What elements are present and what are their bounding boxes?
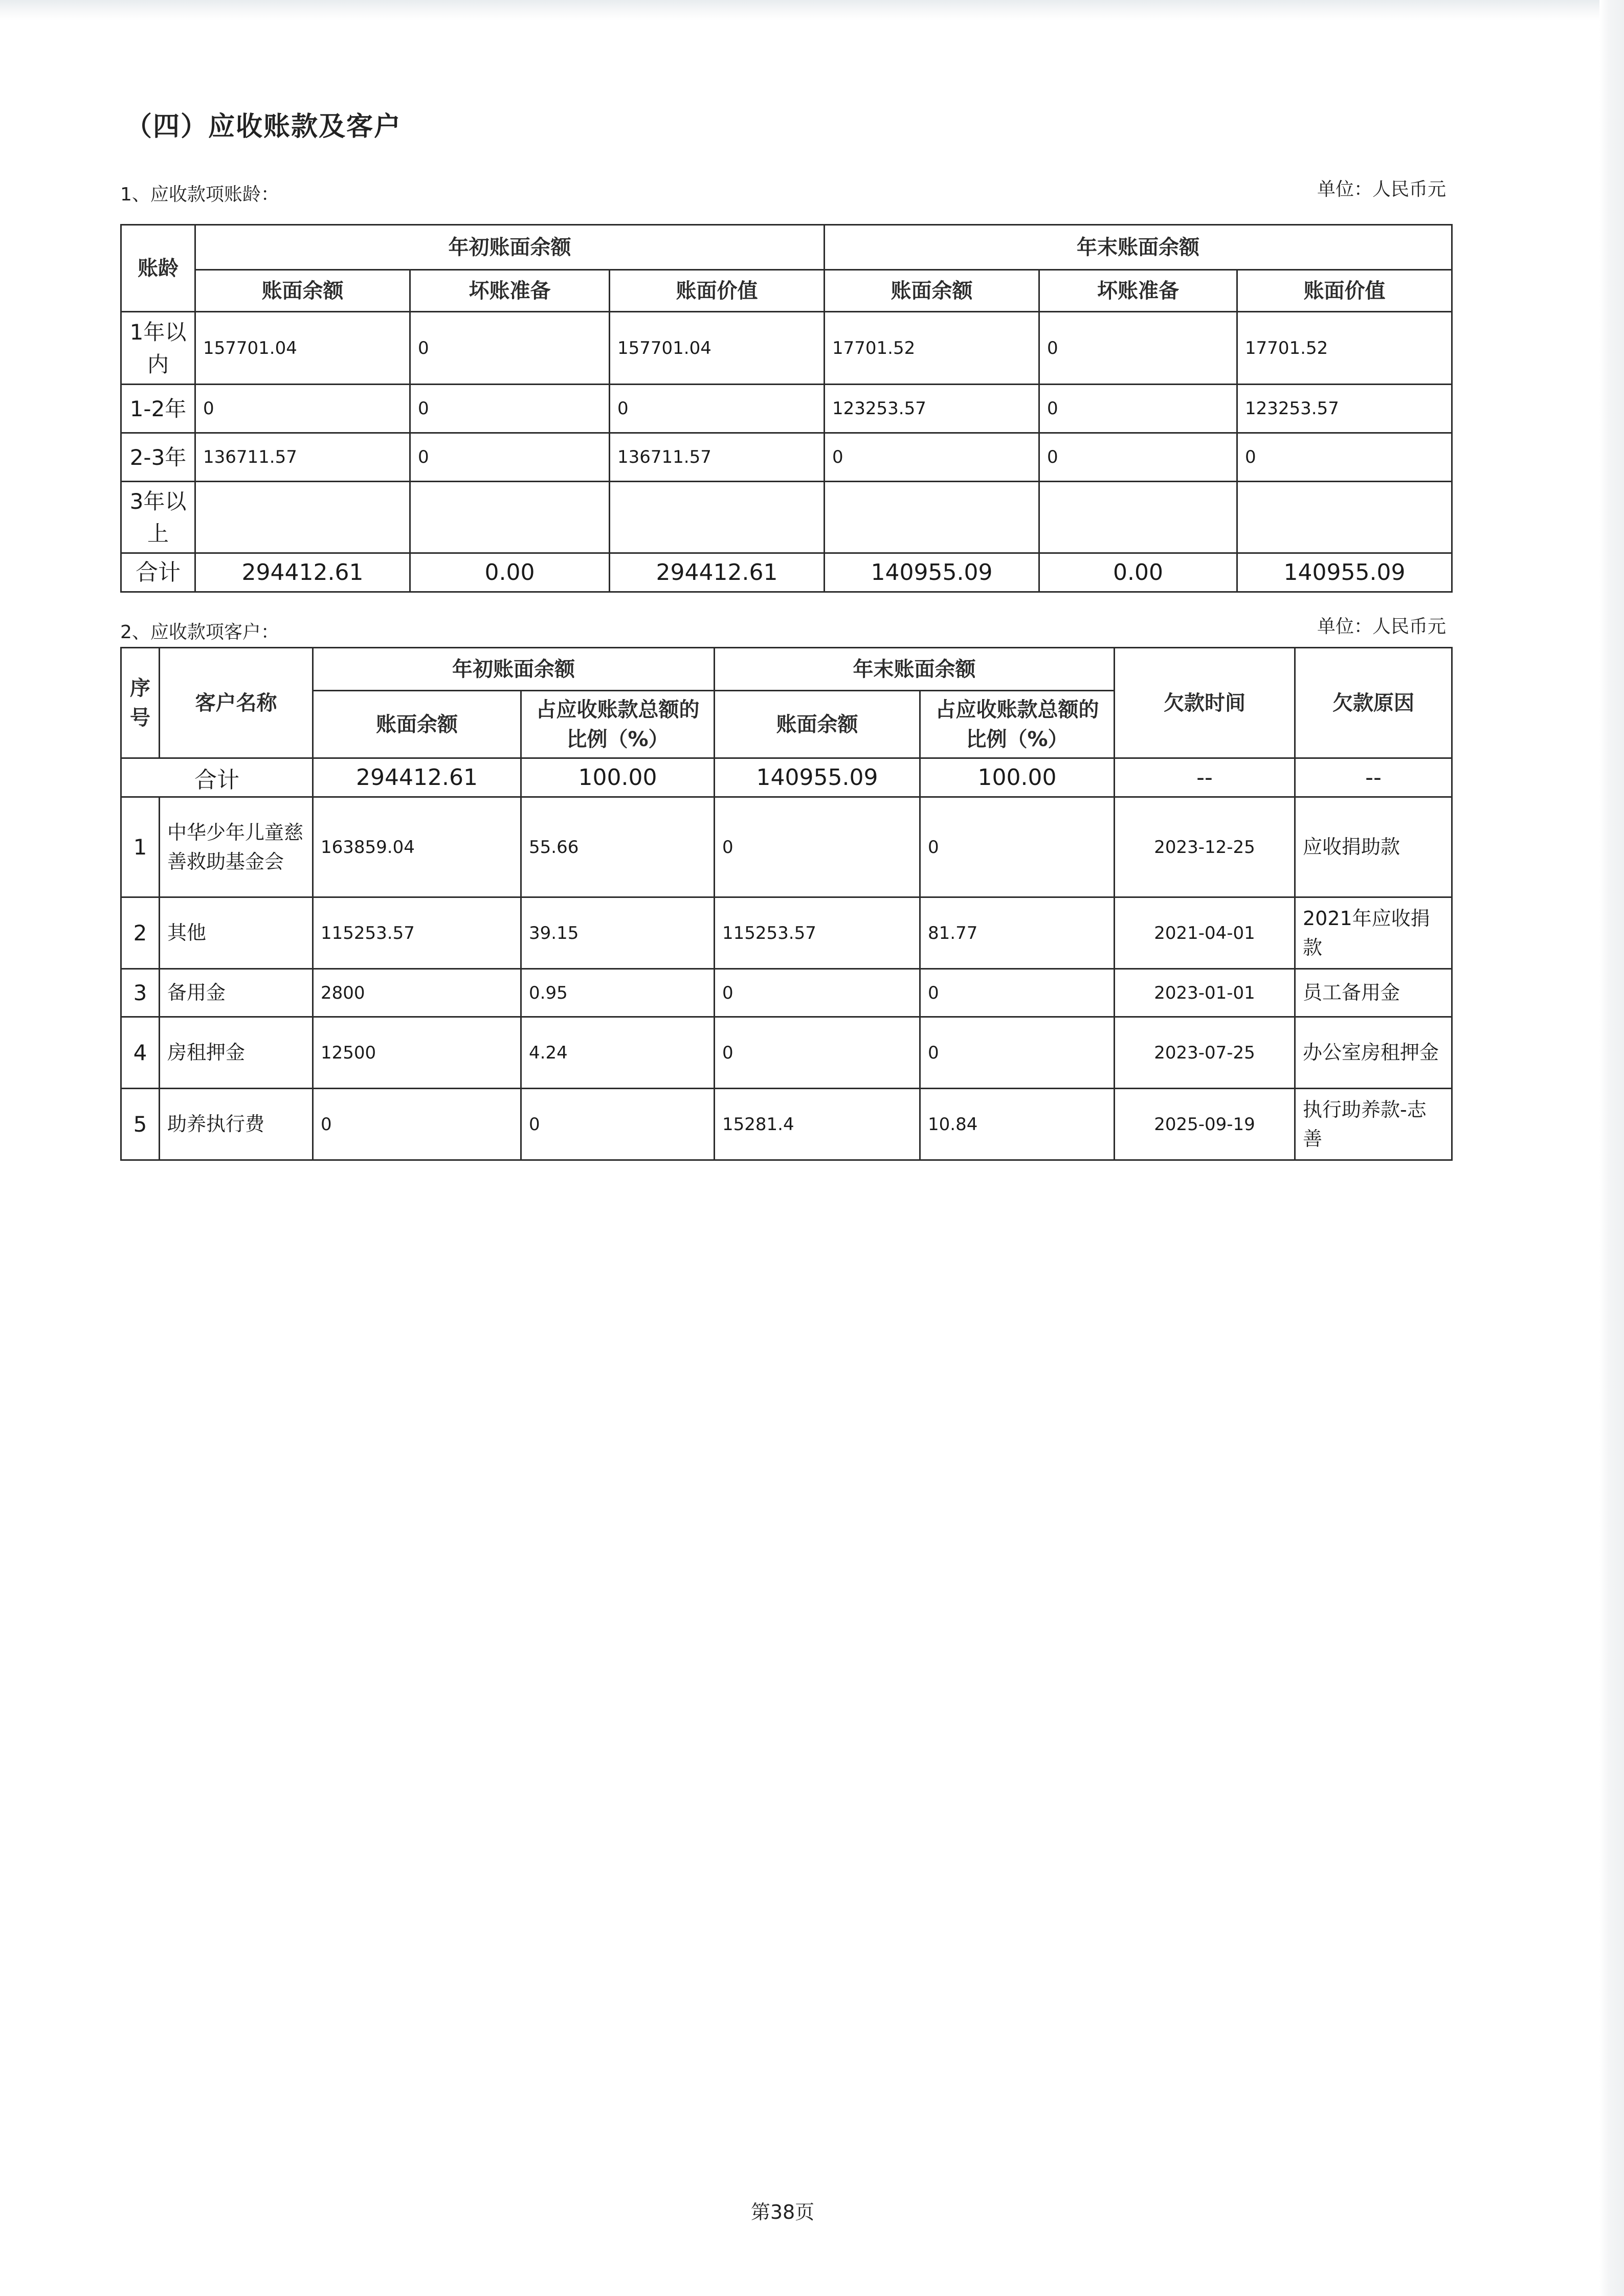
customer-name: 备用金: [160, 969, 313, 1017]
header-end-balance: 账面余额: [715, 691, 920, 758]
aging-begin-value: 136711.57: [610, 433, 825, 482]
aging-begin-balance: 0: [195, 385, 410, 433]
customer-seq: 5: [121, 1089, 160, 1160]
customer-end-ratio: 0: [920, 969, 1115, 1017]
customer-row: [121, 1089, 1452, 1160]
aging-total-begin-balance: 294412.61: [195, 553, 410, 592]
customer-seq: 4: [121, 1017, 160, 1089]
customer-end-ratio: 0: [920, 797, 1115, 897]
customer-end-balance: 0: [715, 1017, 920, 1089]
customer-reason: 办公室房租押金: [1295, 1017, 1452, 1089]
aging-table: [120, 224, 1453, 593]
customer-end-ratio: 10.84: [920, 1089, 1115, 1160]
customer-begin-balance: 115253.57: [313, 897, 521, 969]
aging-end-bad-debt: [1039, 482, 1237, 553]
customer-total-begin-balance: 294412.61: [313, 758, 521, 797]
customer-reason: 应收捐助款: [1295, 797, 1452, 897]
aging-row: [121, 433, 1452, 482]
customer-name: 助养执行费: [160, 1089, 313, 1160]
customer-begin-balance: 2800: [313, 969, 521, 1017]
aging-age: 3年以上: [121, 482, 195, 553]
scan-edge-top: [0, 0, 1624, 20]
aging-begin-balance: [195, 482, 410, 553]
aging-end-balance: [825, 482, 1039, 553]
header-begin-group: 年初账面余额: [195, 225, 825, 270]
header-date: 欠款时间: [1115, 648, 1295, 758]
header-end-book-balance: 账面余额: [825, 270, 1039, 312]
customer-begin-balance: 163859.04: [313, 797, 521, 897]
customer-date: 2023-07-25: [1115, 1017, 1295, 1089]
customer-reason: 2021年应收捐款: [1295, 897, 1452, 969]
customer-seq: 2: [121, 897, 160, 969]
customer-end-ratio: 0: [920, 1017, 1115, 1089]
customer-begin-balance: 0: [313, 1089, 521, 1160]
aging-end-bad-debt: 0: [1039, 312, 1237, 385]
customer-row: [121, 897, 1452, 969]
aging-end-value: [1237, 482, 1452, 553]
customer-begin-ratio: 4.24: [521, 1017, 715, 1089]
aging-end-value: 123253.57: [1237, 385, 1452, 433]
customer-row: [121, 969, 1452, 1017]
aging-total-begin-value: 294412.61: [610, 553, 825, 592]
aging-begin-balance: 136711.57: [195, 433, 410, 482]
aging-end-balance: 123253.57: [825, 385, 1039, 433]
customer-unit: 单位：人民币元: [1317, 616, 1447, 637]
aging-begin-bad-debt: 0: [410, 312, 610, 385]
customer-end-balance: 15281.4: [715, 1089, 920, 1160]
header-customer: 客户名称: [160, 648, 313, 758]
aging-caption: 1、应收款项账龄：: [120, 184, 279, 205]
aging-total-row: [121, 553, 1452, 592]
customer-row: [121, 797, 1452, 897]
header-end-ratio: 占应收账款总额的比例（%）: [920, 691, 1115, 758]
customer-reason: 员工备用金: [1295, 969, 1452, 1017]
aging-total-begin-bad-debt: 0.00: [410, 553, 610, 592]
aging-end-value: 0: [1237, 433, 1452, 482]
aging-end-bad-debt: 0: [1039, 433, 1237, 482]
header-begin-ratio: 占应收账款总额的比例（%）: [521, 691, 715, 758]
customer-begin-ratio: 39.15: [521, 897, 715, 969]
aging-row: [121, 312, 1452, 385]
aging-header-row-2: [121, 270, 1452, 312]
header-begin-book-balance: 账面余额: [195, 270, 410, 312]
section-title: （四）应收账款及客户: [125, 111, 402, 142]
customer-begin-ratio: 55.66: [521, 797, 715, 897]
aging-begin-bad-debt: [410, 482, 610, 553]
customer-end-balance: 0: [715, 797, 920, 897]
customer-reason: 执行助养款-志善: [1295, 1089, 1452, 1160]
aging-unit: 单位：人民币元: [1317, 179, 1447, 200]
customer-caption: 2、应收款项客户：: [120, 622, 279, 643]
aging-header-row-1: [121, 225, 1452, 270]
aging-total-end-balance: 140955.09: [825, 553, 1039, 592]
aging-begin-value: [610, 482, 825, 553]
customer-total-date: --: [1115, 758, 1295, 797]
aging-age: 1-2年: [121, 385, 195, 433]
customer-end-ratio: 81.77: [920, 897, 1115, 969]
aging-begin-bad-debt: 0: [410, 385, 610, 433]
customer-name: 房租押金: [160, 1017, 313, 1089]
customer-table: [120, 647, 1453, 1161]
header-reason: 欠款原因: [1295, 648, 1452, 758]
aging-begin-value: 0: [610, 385, 825, 433]
header-begin-balance: 账面余额: [313, 691, 521, 758]
customer-date: 2023-01-01: [1115, 969, 1295, 1017]
header-end-bad-debt: 坏账准备: [1039, 270, 1237, 312]
aging-begin-bad-debt: 0: [410, 433, 610, 482]
aging-end-value: 17701.52: [1237, 312, 1452, 385]
customer-total-label: 合计: [121, 758, 313, 797]
aging-total-end-bad-debt: 0.00: [1039, 553, 1237, 592]
aging-total-label: 合计: [121, 553, 195, 592]
customer-total-end-ratio: 100.00: [920, 758, 1115, 797]
customer-end-balance: 0: [715, 969, 920, 1017]
customer-total-begin-ratio: 100.00: [521, 758, 715, 797]
customer-date: 2021-04-01: [1115, 897, 1295, 969]
aging-total-end-value: 140955.09: [1237, 553, 1452, 592]
customer-begin-ratio: 0: [521, 1089, 715, 1160]
customer-end-balance: 115253.57: [715, 897, 920, 969]
aging-age: 2-3年: [121, 433, 195, 482]
aging-end-balance: 0: [825, 433, 1039, 482]
customer-seq: 3: [121, 969, 160, 1017]
page-number: 第38页: [750, 2201, 815, 2223]
customer-name: 中华少年儿童慈善救助基金会: [160, 797, 313, 897]
header-begin-book-value: 账面价值: [610, 270, 825, 312]
header-age: 账龄: [121, 225, 195, 312]
header-seq: 序号: [121, 648, 160, 758]
header-end-book-value: 账面价值: [1237, 270, 1452, 312]
customer-total-end-balance: 140955.09: [715, 758, 920, 797]
customer-name: 其他: [160, 897, 313, 969]
customer-total-reason: --: [1295, 758, 1452, 797]
customer-date: 2025-09-19: [1115, 1089, 1295, 1160]
customer-header-row-1: [121, 648, 1452, 691]
header-begin-group: 年初账面余额: [313, 648, 715, 691]
aging-row: [121, 482, 1452, 553]
aging-end-bad-debt: 0: [1039, 385, 1237, 433]
header-end-group: 年末账面余额: [715, 648, 1115, 691]
header-end-group: 年末账面余额: [825, 225, 1452, 270]
customer-total-row: [121, 758, 1452, 797]
customer-begin-balance: 12500: [313, 1017, 521, 1089]
customer-begin-ratio: 0.95: [521, 969, 715, 1017]
customer-seq: 1: [121, 797, 160, 897]
aging-row: [121, 385, 1452, 433]
scan-edge-right: [1599, 0, 1624, 2296]
customer-date: 2023-12-25: [1115, 797, 1295, 897]
aging-begin-balance: 157701.04: [195, 312, 410, 385]
aging-age: 1年以内: [121, 312, 195, 385]
aging-begin-value: 157701.04: [610, 312, 825, 385]
customer-row: [121, 1017, 1452, 1089]
header-begin-bad-debt: 坏账准备: [410, 270, 610, 312]
aging-end-balance: 17701.52: [825, 312, 1039, 385]
